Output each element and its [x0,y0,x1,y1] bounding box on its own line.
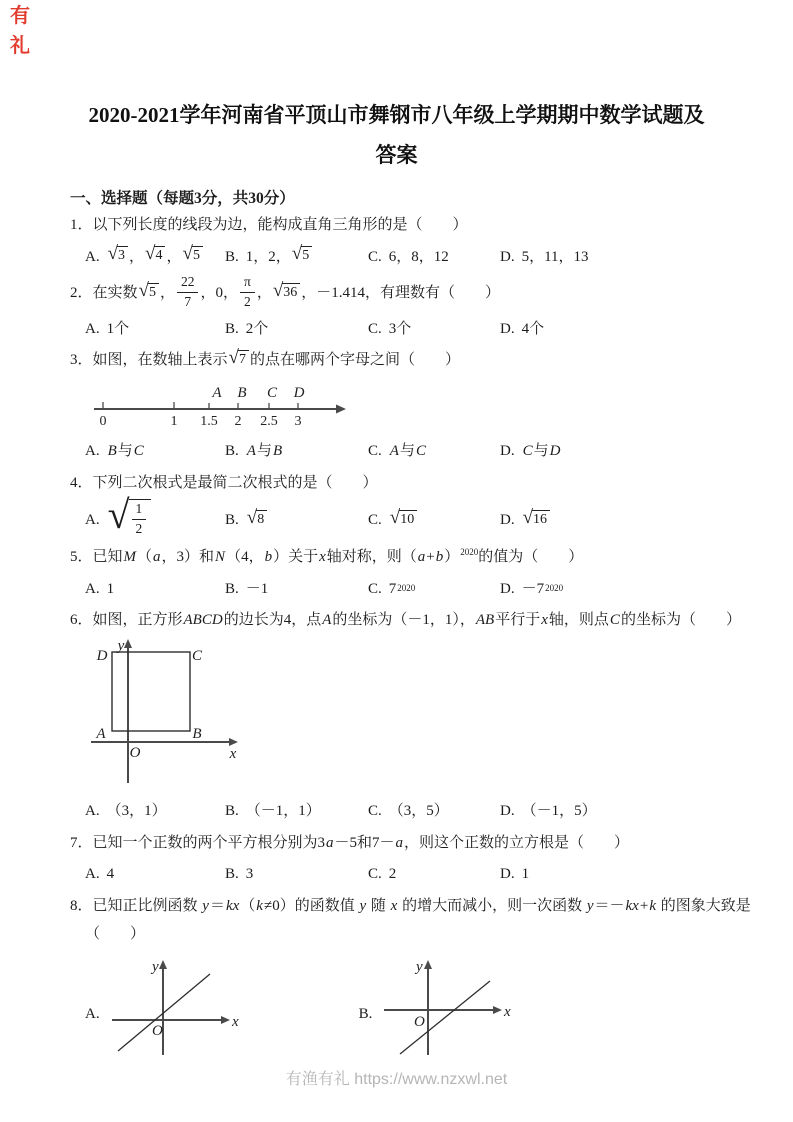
text-run: （3，1） [106,803,167,820]
question-stem [70,275,753,312]
math-variable: C [133,443,144,460]
superscript-exponent: 2020 [397,583,416,594]
text-run: 轴，则点 [548,612,609,629]
text-run: 的点在哪两个字母之间（ ） [249,352,460,369]
corner-label-b: B [192,726,202,743]
question-stem [70,893,753,921]
fraction [177,274,199,311]
option-d [500,315,753,344]
option-label: C. [368,803,382,820]
radicand: 10 [399,510,417,529]
numerator: 1 [132,501,147,520]
option-label: C. [368,866,382,883]
text-run: （4， [226,549,264,566]
radicand: 7 [238,350,249,369]
text-run: 7．已知一个正数的两个平方根分别为3 [70,834,326,851]
option-label: C. [368,248,382,265]
radicand: 3 [117,246,128,265]
text-run: ，－1.414，有理数有（ ） [301,284,501,301]
y-axis-arrow [159,960,167,969]
math-variable: a [395,834,404,851]
option-label: D. [500,580,515,597]
text-run: （ [137,549,153,566]
text-run: 轴对称，则（ [326,549,417,566]
text-run: 的坐标为（－1，1）， [332,612,475,629]
origin-label: O [414,1013,426,1030]
text-run: 5，11，13 [521,248,589,265]
text-run: 1，2， [245,248,291,265]
question-4 [70,470,753,541]
option-label: A. [85,866,100,883]
option-label: B. [225,320,239,337]
text-run: ， [159,284,175,301]
math-variable: b [264,549,273,566]
text-run: 2．在实数 [70,284,138,301]
text-run: （－1，1） [245,803,321,820]
text-run: 与 [256,443,272,460]
option-label: B. [225,866,239,883]
math-variable: B [107,443,117,460]
radicand [129,499,152,539]
options-row [70,492,753,540]
denominator: 7 [184,293,192,309]
radicand: 8 [256,510,267,529]
tick-label: 3 [294,414,302,430]
y-axis-arrow [424,960,432,969]
text-run: 1 [521,866,530,883]
option-label: A. [85,443,100,460]
text-run: ＝－ [594,897,625,914]
math-variable: C [522,443,533,460]
text-run: （ [240,897,256,914]
function-graph-b [378,958,513,1060]
option-c [368,243,500,272]
option-a [85,315,225,344]
radicand: 16 [532,510,550,529]
origin-label: O [129,745,141,762]
numberline-figure-wrap [88,381,753,434]
text-run: ＝ [209,897,225,914]
text-run: 平行于 [495,612,541,629]
radicand: 5 [148,283,159,302]
option-b [225,315,368,344]
text-run: ≠0）的函数值 [263,897,359,914]
tick-label: 0 [99,414,107,430]
text-run: －1 [245,580,269,597]
text-run: 3 [245,866,254,883]
numberline-arrow [336,405,346,414]
option-label: A. [85,320,100,337]
red-stamp-mark-2: 礼 [10,35,30,57]
square-abcd [112,652,190,731]
math-variable: x [390,897,398,914]
graph-a-label: A. [85,1006,100,1023]
option-b [225,797,368,826]
question-stem [70,607,753,635]
answer-graphs-row [85,958,753,1060]
denominator: 2 [244,293,251,309]
option-c [368,315,500,344]
option-d [500,506,753,535]
question-stem [70,347,753,375]
option-a [85,243,225,272]
option-label: D. [500,511,515,528]
option-b [225,860,368,889]
option-b [225,575,368,604]
y-axis-label: y [151,958,159,975]
square-figure [85,637,335,789]
math-variable: C [609,612,620,629]
radical-sign-icon: √ [272,279,284,301]
text-run: 6，8，12 [388,248,449,265]
questions-container [70,212,753,1060]
text-run: 1．以下列长度的线段为边，能构成直角三角形的是（ ） [70,216,468,233]
option-d [500,575,753,604]
fraction [132,501,147,538]
question-stem-continuation: （ ） [85,925,146,942]
options-row [70,315,753,344]
option-b [225,506,368,535]
option-a [85,575,225,604]
footer-watermark: 有渔有礼 https://www.nzxwl.net [285,1071,508,1088]
options-row [70,243,753,272]
text-run: 3．如图，在数轴上表示 [70,352,228,369]
question-2 [70,275,753,343]
x-axis-label: x [231,1013,239,1030]
point-label-c: C [266,385,278,402]
y-axis-label: y [416,958,424,975]
text-run: + [639,897,649,914]
x-axis-arrow [229,738,238,746]
math-variable: a [153,549,161,566]
square-figure-wrap [85,637,753,794]
text-run: ， [129,248,145,265]
math-variable: a [326,834,334,851]
option-label: D. [500,803,515,820]
tick-label: 1.5 [200,414,218,430]
question-3 [70,347,753,465]
math-variable: N [215,549,226,566]
options-row [70,797,753,826]
option-a [85,437,225,466]
superscript-exponent: 2020 [545,583,564,594]
math-variable: y [359,897,367,914]
x-axis-label: x [229,746,237,763]
sqrt-expression [522,506,550,529]
math-variable: M [123,549,137,566]
text-run: 的坐标为（ ） [620,612,741,629]
option-c [368,506,500,535]
text-run: 6．如图，正方形 [70,612,183,629]
text-run: －5和7－ [334,834,395,851]
option-label: D. [500,320,515,337]
option-a [85,797,225,826]
option-label: B. [225,443,239,460]
sqrt-expression [145,243,165,265]
option-label: C. [368,580,382,597]
question-stem [70,470,753,498]
question-stem [70,544,753,572]
denominator: 2 [135,521,143,537]
sqrt-expression [182,243,203,265]
options-row [70,575,753,604]
option-label: D. [500,443,515,460]
tick-label: 1 [170,414,178,430]
section-heading: 一、选择题（每题3分，共30分） [70,189,295,207]
corner-label-d: D [96,648,108,665]
radicand: 4 [154,246,165,265]
radical-sign-icon: √ [182,243,193,265]
text-run: 2 [388,866,397,883]
option-label: D. [500,866,515,883]
math-variable: C [415,443,426,460]
text-run: 5．已知 [70,549,123,566]
numerator: 22 [177,274,199,293]
question-6 [70,607,753,825]
text-run: 4个 [521,320,545,337]
radical-sign-icon: √ [228,347,239,369]
sqrt-expression [107,243,128,265]
sqrt-expression [228,347,249,369]
radicand: 5 [301,246,312,265]
option-d [500,797,753,826]
page-title-line1: 2020-2021学年河南省平顶山市舞钢市八年级上学期期中数学试题及 [88,103,705,127]
text-run: （3，5） [388,803,449,820]
text-run: ） [444,549,460,566]
numberline-figure [88,381,378,429]
radical-sign-icon: √ [522,506,534,528]
text-run: 与 [533,443,549,460]
math-variable: kx [225,897,240,914]
option-label: B. [225,803,239,820]
option-label: A. [85,580,100,597]
radical-sign-icon: √ [107,492,130,538]
text-run: ）关于 [273,549,319,566]
text-run: 8．已知正比例函数 [70,897,202,914]
x-axis-label: x [504,1003,512,1020]
text-run: 的增大而减小，则一次函数 [398,897,586,914]
option-b [225,243,368,272]
question-5 [70,544,753,603]
text-run: 1 [106,580,115,597]
function-graph-a [106,958,241,1060]
sqrt-expression [272,279,300,302]
radicand: 36 [282,283,300,302]
option-label: B. [225,580,239,597]
option-c [368,860,500,889]
text-run: 与 [399,443,415,460]
text-run: 2个 [245,320,269,337]
math-variable: x [319,549,326,566]
math-variable: A [389,443,399,460]
text-run: －7 [521,580,545,597]
sqrt-expression [246,506,267,529]
math-variable: A [246,443,256,460]
option-a [85,860,225,889]
text-run: ，0， [200,284,238,301]
radical-sign-icon: √ [389,506,401,528]
radical-sign-icon: √ [138,279,149,301]
math-variable: k [649,897,656,914]
math-variable: AB [475,612,495,629]
x-axis-arrow [493,1006,502,1014]
radical-sign-icon: √ [107,243,119,265]
text-run: 的图象大致是 [656,897,751,914]
radical-sign-icon: √ [246,506,258,528]
math-variable: A [322,612,332,629]
text-run: ， [256,284,272,301]
page-title-line2: 答案 [375,142,418,167]
radical-sign-icon: √ [145,243,156,265]
page-title [42,96,751,176]
y-axis-label: y [117,638,125,655]
red-stamp-mark-1: 有 [10,5,30,27]
sqrt-expression [138,279,159,302]
option-c [368,575,500,604]
sqrt-expression [291,243,312,265]
text-run: 与 [117,443,133,460]
text-run: （－1，5） [521,803,597,820]
x-axis-arrow [221,1016,230,1024]
text-run: 1个 [106,320,130,337]
sqrt-expression [389,506,417,529]
graph-option-a [85,958,241,1060]
graph-b-label: B. [358,1006,373,1023]
option-d [500,437,753,466]
math-variable: D [549,443,561,460]
text-run: 4．下列二次根式是最简二次根式的是（ ） [70,474,378,491]
superscript-exponent: 2020 [460,547,479,558]
radicand: 5 [192,246,203,265]
origin-label: O [151,1022,163,1039]
corner-label-a: A [96,726,106,743]
option-d [500,243,753,272]
math-variable: ABCD [183,612,223,629]
option-d [500,860,753,889]
text-run: 的值为（ ） [478,549,584,566]
option-label: A. [85,803,100,820]
math-variable: x [541,612,548,629]
text-run: 4 [106,866,115,883]
graph-option-b [359,958,514,1060]
tick-label: 2.5 [260,414,278,430]
text-run: ，则这个正数的立方根是（ ） [404,834,630,851]
question-8 [70,893,753,1060]
sqrt-fraction-expression [107,492,152,539]
option-label: C. [368,320,382,337]
y-axis-arrow [124,639,132,648]
point-label-b: B [237,385,247,402]
option-label: A. [85,248,100,265]
numerator: π [240,274,255,293]
text-run: ，3）和 [161,549,215,566]
text-run: ， [166,248,182,265]
tick-label: 2 [234,414,242,430]
option-label: C. [368,511,382,528]
text-run: 的边长为4，点 [223,612,322,629]
text-run: 3个 [388,320,412,337]
options-row [70,860,753,889]
math-variable: B [272,443,283,460]
option-label: D. [500,248,515,265]
option-label: A. [85,511,100,528]
option-b [225,437,368,466]
text-run: 7 [388,580,397,597]
option-c [368,797,500,826]
option-label: B. [225,511,239,528]
corner-label-c: C [191,648,203,665]
math-variable: a [417,549,426,566]
question-stem [70,830,753,858]
math-variable: kx [625,897,639,914]
point-label-a: A [212,385,222,402]
options-row [70,437,753,466]
option-c [368,437,500,466]
radical-sign-icon: √ [291,243,303,265]
math-variable: y [202,897,209,914]
question-1 [70,212,753,271]
option-label: B. [225,248,239,265]
option-label: C. [368,443,382,460]
question-stem [70,212,753,240]
point-label-d: D [293,385,305,402]
option-a [85,492,225,540]
math-variable: b [435,549,444,566]
math-variable: y [586,897,594,914]
question-7 [70,830,753,889]
fraction [240,274,255,311]
text-run: + [426,549,435,566]
math-variable: k [256,897,263,914]
text-run: 随 [367,897,390,914]
